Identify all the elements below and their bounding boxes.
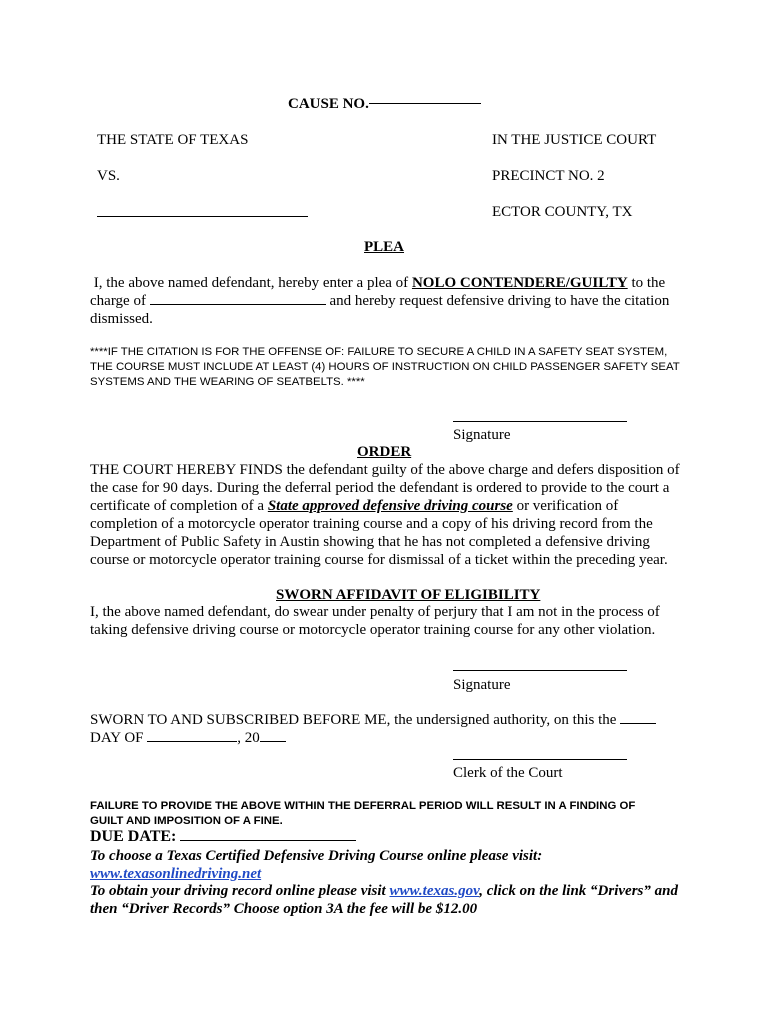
plea-title: PLEA	[364, 239, 405, 255]
charge-blank[interactable]	[150, 292, 326, 305]
approved-course: State approved defensive driving course	[267, 498, 513, 514]
cause-number-blank[interactable]	[369, 103, 481, 104]
sworn-day-blank[interactable]	[620, 711, 656, 724]
choose-course-text: To choose a Texas Certified Defensive Driving Course online please visit:	[90, 848, 543, 864]
cause-number-label: CAUSE NO.	[288, 96, 369, 112]
order-title: ORDER	[357, 444, 412, 460]
order-paragraph	[90, 461, 680, 569]
sworn-text-2: DAY OF	[90, 730, 144, 746]
affidavit-signature-label: Signature	[453, 677, 511, 693]
child-seat-warning: ****IF THE CITATION IS FOR THE OFFENSE OF: FAILURE TO SECURE A CHILD IN A SAFETY SEAT SYSTEM, THE COURSE MUST INCLUDE AT LEAST (4) HOURS OF INSTRUCTION ON CHILD PASSENGER SAFETY SEAT SYSTEMS AND THE WEARING OF SEATBELTS. ****	[90, 346, 680, 388]
plea-paragraph	[90, 274, 680, 328]
plea-text-3: and hereby request defensive driving to have the citation dismissed.	[90, 293, 670, 327]
state-party: THE STATE OF TEXAS	[97, 132, 249, 148]
sworn-month-blank[interactable]	[147, 729, 237, 742]
record-text-1: To obtain your driving record online please visit	[90, 883, 386, 899]
texas-gov-link[interactable]: www.texas.gov	[389, 883, 480, 899]
course-link[interactable]: www.texasonlinedriving.net	[90, 866, 262, 882]
affidavit-title: SWORN AFFIDAVIT OF ELIGIBILITY	[276, 587, 541, 603]
course-instructions	[90, 847, 680, 883]
failure-notice: FAILURE TO PROVIDE THE ABOVE WITHIN THE DEFERRAL PERIOD WILL RESULT IN A FINDING OF GUILT AND IMPOSITION OF A FINE.	[90, 800, 636, 827]
record-text-2: , click on the link “Drivers” and then “Driver Records” Choose option 3A the fee will be $12.00	[90, 883, 678, 917]
court-name: IN THE JUSTICE COURT	[492, 132, 657, 148]
sworn-year-blank[interactable]	[260, 729, 286, 742]
due-date	[90, 828, 356, 846]
plea-signature-line[interactable]	[453, 421, 627, 422]
defendant-name-blank[interactable]	[97, 216, 308, 217]
plea-text-1: I, the above named defendant, hereby enter a plea of	[93, 275, 409, 291]
versus-label: VS.	[97, 168, 120, 184]
due-date-label: DUE DATE:	[90, 828, 177, 845]
clerk-label: Clerk of the Court	[453, 765, 563, 781]
sworn-statement	[90, 711, 680, 747]
sworn-text-1: SWORN TO AND SUBSCRIBED BEFORE ME, the undersigned authority, on this the	[90, 712, 617, 728]
plea-type: NOLO CONTENDERE/GUILTY	[411, 275, 628, 291]
precinct-label: PRECINCT NO. 2	[492, 168, 605, 184]
order-text-1: the defendant guilty of the above charge and defers disposition of the case for 90 days. During the deferral period the defendant is ordered to provide to the court a certificate of completion of a	[90, 462, 680, 514]
order-lead: THE COURT HEREBY FINDS	[90, 462, 283, 478]
cause-number-heading	[288, 95, 481, 113]
clerk-signature-line[interactable]	[453, 759, 627, 760]
county-label: ECTOR COUNTY, TX	[492, 204, 633, 220]
driving-record-instructions	[90, 882, 680, 918]
plea-signature-label: Signature	[453, 427, 511, 443]
affidavit-paragraph: I, the above named defendant, do swear under penalty of perjury that I am not in the process of taking defensive driving course or motorcycle operator training course for any other violation.	[90, 604, 660, 638]
sworn-year: , 20	[237, 730, 260, 746]
affidavit-signature-line[interactable]	[453, 670, 627, 671]
order-text-2: or verification of completion of a motorcycle operator training course and a copy of his driving record from the Department of Public Safety in Austin showing that he has not completed a defensive driving course or motorcycle operator training course for dismissal of a ticket within the preceding year.	[90, 498, 668, 568]
plea-text-2: to the charge of	[90, 275, 666, 309]
due-date-blank[interactable]	[180, 828, 356, 841]
